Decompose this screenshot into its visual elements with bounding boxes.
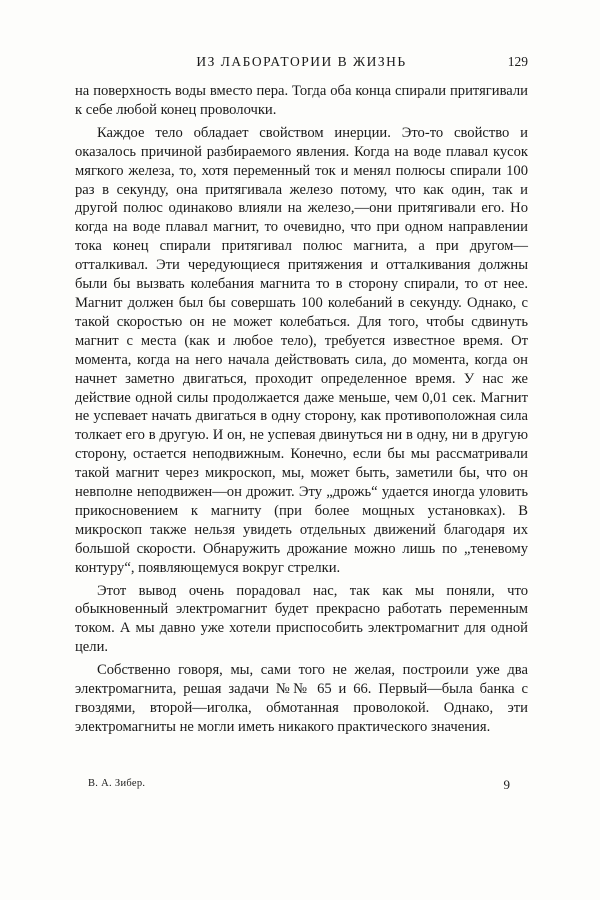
running-header [75, 54, 528, 72]
page-footer [88, 777, 510, 795]
running-title: ИЗ ЛАБОРАТОРИИ В ЖИЗНЬ [196, 54, 407, 69]
paragraph-continuation: на поверхность воды вместо пера. Тогда оба конца спирали притягивали к себе любой конец проволочки. [75, 83, 528, 118]
body-text [75, 82, 528, 737]
sheet-number: 9 [503, 777, 510, 792]
printer-signature: В. А. Зибер. [88, 778, 146, 789]
page-number: 129 [507, 54, 528, 69]
paragraph-inertia: Каждое тело обладает свойством инерции. Это-то свойство и оказалось причиной разбираемого явления. Когда на воде плавал кусок мягкого железа, то, хотя переменный ток и менял полюсы спирали 100 раз в секунду, она притягивала железо потому, что как один, так и другой полюс одинаково влияли на железо,—они притягивали его. Но когда на воде плавал магнит, то очевидно, что при одном направлении тока конец спирали притягивал полюс магнита, а при другом—отталкивал. Эти чередующиеся притяжения и отталкивания должны были бы вызвать колебания магнита то в сторону спирали, то от нее. Магнит должен был бы совершать 100 колебаний в секунду. Однако, с такой скоростью он не может колебаться. Для того, чтобы сдвинуть магнит с места (как и любое тело), требуется известное время. От момента, когда на него начала действовать сила, до момента, когда он начнет заметно двигаться, проходит определенное время. У нас же действие одной силы продолжается даже меньше, чем 0,01 сек. Магнит не успевает начать двигаться в одну сторону, как противоположная сила толкает его в другую. И он, не успевая двинуться ни в одну, ни в другую сторону, остается неподвижным. Конечно, если бы мы рассматривали такой магнит через микроскоп, мы, может быть, заметили бы, что он невполне неподвижен—он дрожит. Эту „дрожь“ удается иногда уловить прикосновением к магниту (при более мощных установках). В микроскоп также нельзя увидеть отдельных движений благодаря их большой скорости. Обнаружить дрожание можно лишь по „теневому контуру“, появляющемуся вокруг стрелки. [75, 124, 528, 576]
paragraph-conclusion: Этот вывод очень порадовал нас, так как мы поняли, что обыкновенный электромагнит будет прекрасно работать переменным током. А мы давно уже хотели приспособить электромагнит для одной цели. [75, 582, 528, 656]
paragraph-electromagnets: Собственно говоря, мы, сами того не желая, построили уже два электромагнита, решая задачи №№ 65 и 66. Первый—была банка с гвоздями, второй—иголка, обмотанная проволокой. Однако, эти электромагниты не могли иметь никакого практического значения. [75, 662, 528, 735]
